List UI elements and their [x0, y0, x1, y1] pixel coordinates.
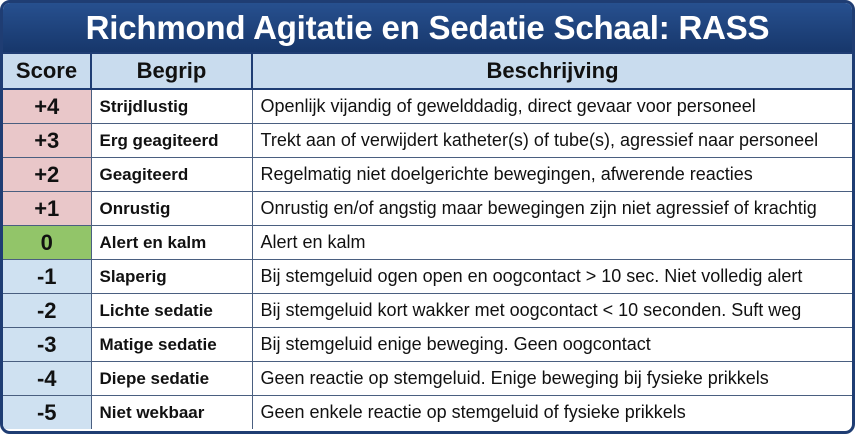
table-row	[3, 260, 852, 294]
page-title: Richmond Agitatie en Sedatie Schaal: RASS	[3, 3, 852, 54]
table-row	[3, 158, 852, 192]
table-row	[3, 124, 852, 158]
row-term: Alert en kalm	[91, 226, 252, 260]
row-term: Diepe sedatie	[91, 362, 252, 396]
row-description: Regelmatig niet doelgerichte bewegingen, afwerende reacties	[252, 158, 852, 192]
table-row	[3, 294, 852, 328]
row-term: Slaperig	[91, 260, 252, 294]
table-row	[3, 362, 852, 396]
header-score: Score	[3, 54, 91, 89]
row-description: Geen reactie op stemgeluid. Enige beweging bij fysieke prikkels	[252, 362, 852, 396]
row-score: +1	[3, 192, 91, 226]
header-term: Begrip	[91, 54, 252, 89]
table-row	[3, 226, 852, 260]
row-score: -2	[3, 294, 91, 328]
row-score: -1	[3, 260, 91, 294]
row-description: Onrustig en/of angstig maar bewegingen zijn niet agressief of krachtig	[252, 192, 852, 226]
row-term: Geagiteerd	[91, 158, 252, 192]
row-description: Geen enkele reactie op stemgeluid of fysieke prikkels	[252, 396, 852, 430]
row-term: Matige sedatie	[91, 328, 252, 362]
row-term: Onrustig	[91, 192, 252, 226]
header-description: Beschrijving	[252, 54, 852, 89]
row-term: Erg geagiteerd	[91, 124, 252, 158]
row-description: Bij stemgeluid enige beweging. Geen oogcontact	[252, 328, 852, 362]
row-score: 0	[3, 226, 91, 260]
row-score: +3	[3, 124, 91, 158]
table-row	[3, 396, 852, 430]
row-score: -4	[3, 362, 91, 396]
header-row	[3, 54, 852, 89]
table-row	[3, 328, 852, 362]
table-row	[3, 192, 852, 226]
row-score: +2	[3, 158, 91, 192]
row-description: Alert en kalm	[252, 226, 852, 260]
row-score: -3	[3, 328, 91, 362]
row-term: Niet wekbaar	[91, 396, 252, 430]
row-term: Lichte sedatie	[91, 294, 252, 328]
row-description: Bij stemgeluid kort wakker met oogcontact < 10 seconden. Suft weg	[252, 294, 852, 328]
row-description: Bij stemgeluid ogen open en oogcontact > 10 sec. Niet volledig alert	[252, 260, 852, 294]
row-score: -5	[3, 396, 91, 430]
row-description: Openlijk vijandig of gewelddadig, direct gevaar voor personeel	[252, 89, 852, 124]
row-score: +4	[3, 89, 91, 124]
rass-table	[3, 54, 852, 429]
table-row	[3, 89, 852, 124]
row-description: Trekt aan of verwijdert katheter(s) of tube(s), agressief naar personeel	[252, 124, 852, 158]
row-term: Strijdlustig	[91, 89, 252, 124]
